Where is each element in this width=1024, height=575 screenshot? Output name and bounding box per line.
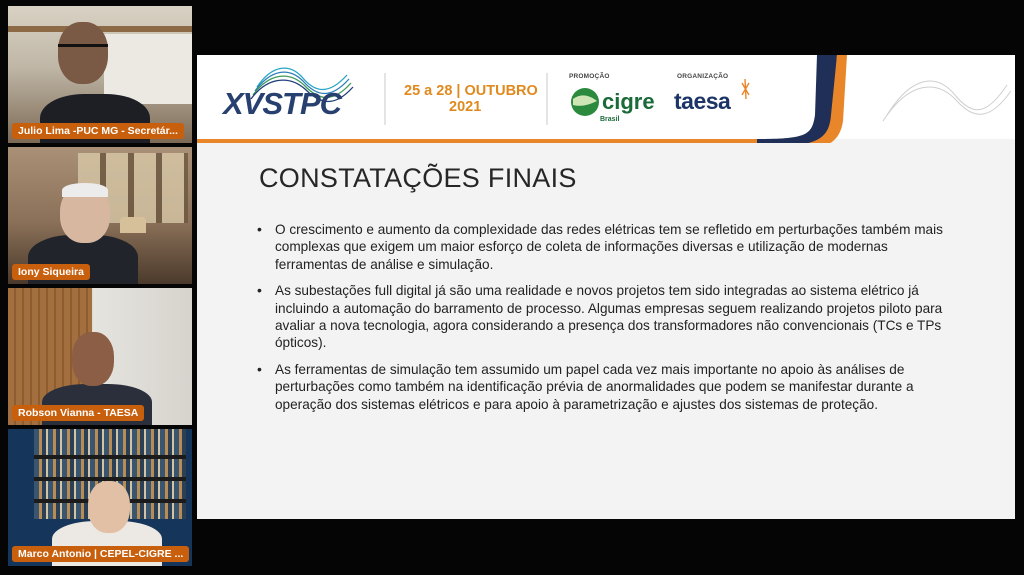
shelf-lines bbox=[34, 455, 186, 459]
participant-tile-marco[interactable] bbox=[8, 429, 192, 566]
participant-name: Julio Lima -PUC MG - Secretár... bbox=[12, 123, 184, 139]
cigre-brasil-text: Brasil bbox=[600, 116, 620, 123]
bullet-list bbox=[257, 221, 947, 422]
event-year: 2021 bbox=[449, 99, 482, 115]
participant-head bbox=[72, 332, 114, 386]
hair bbox=[62, 183, 108, 197]
participant-name: Robson Vianna - TAESA bbox=[12, 405, 144, 421]
cigre-leaf-icon bbox=[571, 88, 599, 116]
wall-map bbox=[104, 34, 192, 104]
shared-slide bbox=[197, 55, 1015, 519]
glasses bbox=[58, 44, 108, 57]
participant-tile-iony[interactable] bbox=[8, 147, 192, 284]
bullet-item: • O crescimento e aumento da complexidade das redes elétricas tem se refletido em perturbações também mais complexas que exigem um maior esforço de coleta de informações diversas e utilização de modernas ferramentas de análise e simulação. bbox=[257, 221, 947, 273]
taesa-logo-text: taesa bbox=[674, 88, 731, 114]
event-date: 25 a 28 | OUTUBRO bbox=[404, 83, 538, 99]
participant-name: Marco Antonio | CEPEL-CIGRE ... bbox=[12, 546, 189, 562]
promocao-label: PROMOÇÃO bbox=[569, 73, 610, 80]
bullet-item: • As subestações full digital já são uma realidade e novos projetos tem sido integradas ao sistema elétrico já incluindo a automação do barramento de processo. Algumas empresas seguem realizando projetos piloto para avaliar a nova tecnologia, agora considerando a presença dos transformadores não convencionais (TCs e TPs ópticos). bbox=[257, 282, 947, 352]
participant-tile-julio[interactable] bbox=[8, 6, 192, 143]
event-logo: XVSTPC bbox=[223, 86, 342, 121]
organizacao-label: ORGANIZAÇÃO bbox=[677, 73, 729, 80]
lamp bbox=[120, 217, 146, 233]
bullet-item: • As ferramentas de simulação tem assumido um papel cada vez mais importante no apoio às análises de perturbações como também na identificação prévia de anormalidades que podem se manifestar durante a operação dos sistemas elétricos e para apoio à parametrização e ajustes dos sistemas de proteção. bbox=[257, 361, 947, 413]
participant-name: Iony Siqueira bbox=[12, 264, 90, 280]
cigre-logo-text: cigre bbox=[602, 89, 655, 114]
slide-title: CONSTATAÇÕES FINAIS bbox=[259, 163, 577, 193]
participant-head bbox=[88, 481, 130, 533]
participant-tile-robson[interactable] bbox=[8, 288, 192, 425]
